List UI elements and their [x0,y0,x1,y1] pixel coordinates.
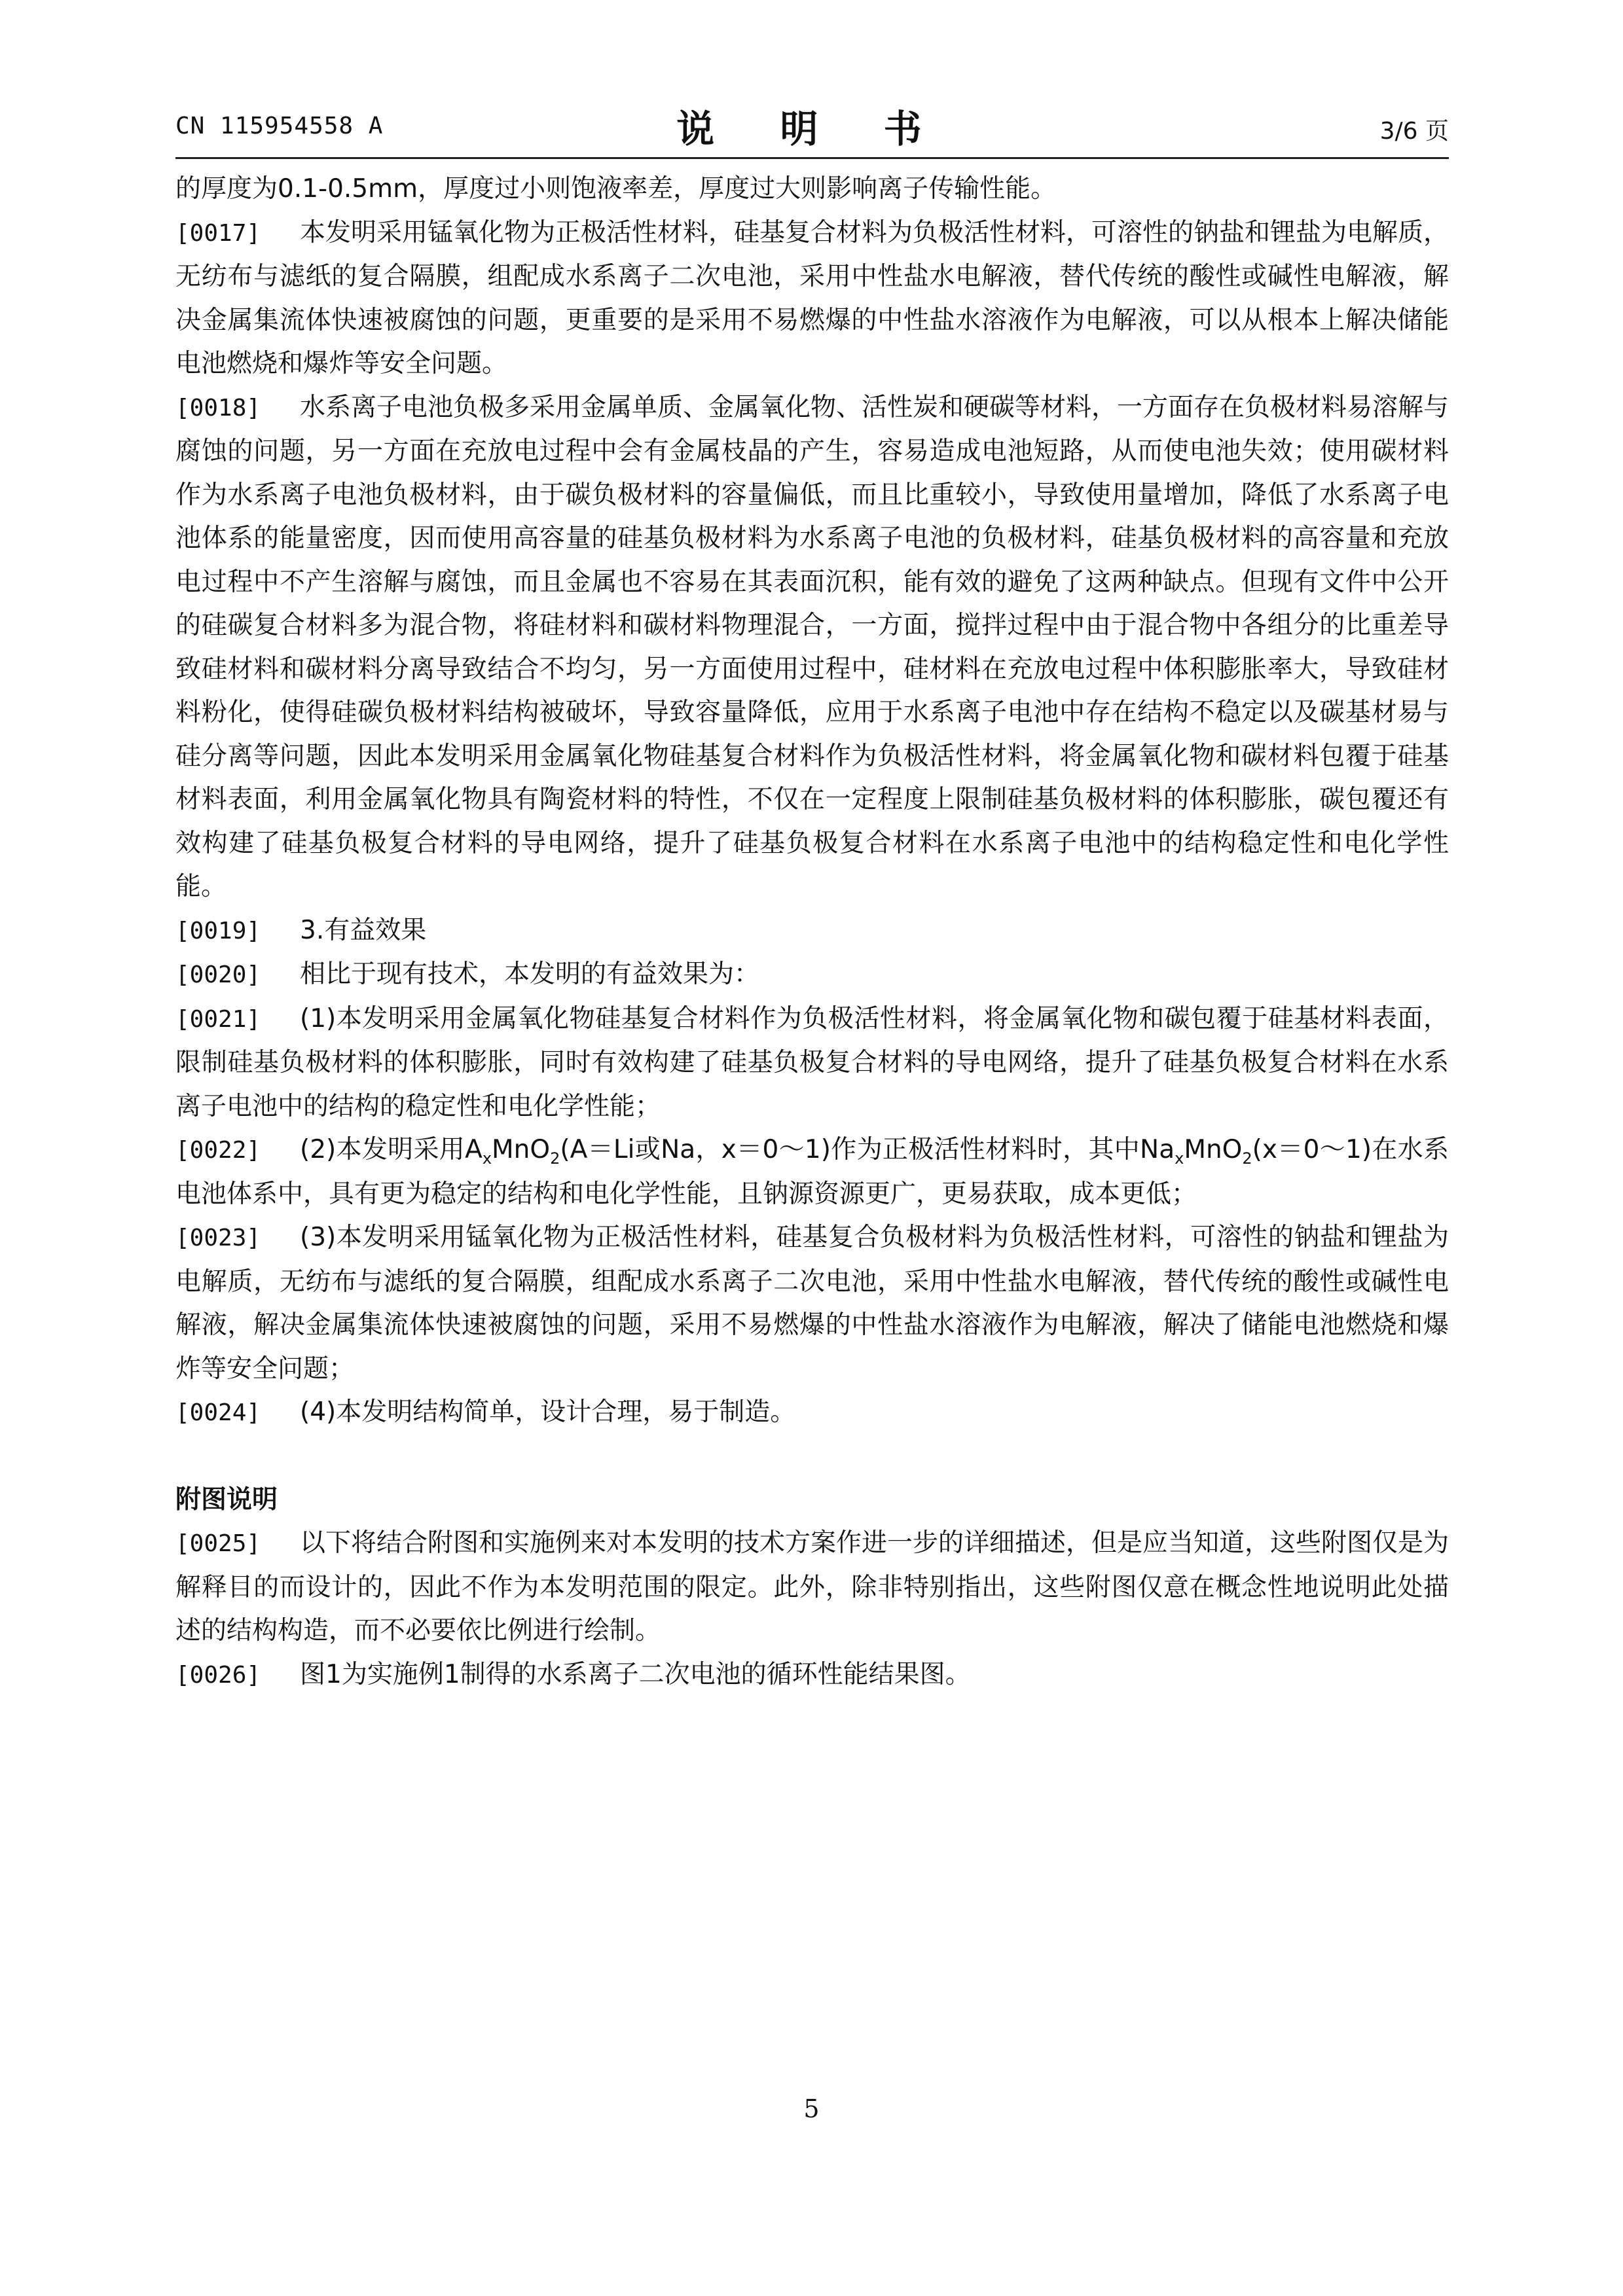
paragraph-continued [175,168,1449,211]
paragraph-0020 [175,953,1449,997]
section-heading: 附图说明 [175,1484,278,1515]
paragraph-number: [0020] [175,961,261,988]
paragraph-0017 [175,211,1449,386]
paragraph-text: (2)本发明采用A [300,1135,483,1164]
paragraph-number: [0017] [175,219,261,247]
page-label: 3/6 页 [1379,118,1449,145]
paragraph-text: 本发明采用锰氧化物为正极活性材料，硅基复合材料为负极活性材料，可溶性的钠盐和锂盐为电解质，无纺布与滤纸的复合隔膜，组配成水系离子二次电池，采用中性盐水电解液，替代传统的酸性或碱性电解液，解决金属集流体快速被腐蚀的问题，更重要的是采用不易燃爆的中性盐水溶液作为电解液，可以从根本上解决储能电池燃烧和爆炸等安全问题。 [175,217,1450,378]
paragraph-number: [0023] [175,1225,261,1251]
page-number: 5 [803,2094,820,2123]
page-header [175,98,1449,157]
subscript: 2 [1242,1149,1252,1168]
paragraph-0018 [175,386,1449,909]
subscript: 2 [550,1149,560,1168]
paragraph-text: MnO [1184,1135,1243,1164]
subscript: x [482,1149,492,1168]
paragraph-text: 相比于现有技术，本发明的有益效果为： [300,960,760,989]
paragraph-text: (A＝Li或Na，x＝0～1)作为正极活性材料时，其中Na [560,1135,1175,1164]
paragraph-0019 [175,909,1449,954]
paragraph-number: [0018] [175,394,261,422]
paragraph-text: 水系离子电池负极多采用金属单质、金属氧化物、活性炭和硬碳等材料，一方面存在负极材料易溶解与腐蚀的问题，另一方面在充放电过程中会有金属枝晶的产生，容易造成电池短路，从而使电池失效；使用碳材料作为水系离子电池负极材料，由于碳负极材料的容量偏低，而且比重较小，导致使用量增加，降低了水系离子电池体系的能量密度，因而使用高容量的硅基负极材料为水系离子电池的负极材料，硅基负极材料的高容量和充放电过程中不产生溶解与腐蚀，而且金属也不容易在其表面沉积，能有效的避免了这两种缺点。但现有文件中公开的硅碳复合材料多为混合物，将硅材料和碳材料物理混合，一方面，搅拌过程中由于混合物中各组分的比重差导致硅材料和碳材料分离导致结合不均匀，另一方面使用过程中，硅材料在充放电过程中体积膨胀率大，导致硅材料粉化，使得硅碳负极材料结构被破坏，导致容量降低，应用于水系离子电池中存在结构不稳定以及碳基材易与硅分离等问题，因此本发明采用金属氧化物硅基复合材料作为负极活性材料，将金属氧化物和碳材料包覆于硅基材料表面，利用金属氧化物具有陶瓷材料的特性，不仅在一定程度上限制硅基负极材料的体积膨胀，碳包覆还有效构建了硅基负极复合材料的导电网络，提升了硅基负极复合材料在水系离子电池中的结构稳定性和电化学性能。 [175,392,1450,901]
paragraph-number: [0021] [175,1005,261,1033]
paragraph-text: 3.有益效果 [300,915,427,945]
paragraph-text: 的厚度为0.1-0.5mm，厚度过小则饱液率差，厚度过大则影响离子传输性能。 [175,174,1057,204]
page-title: 说 明 书 [676,107,948,151]
paragraph-0024 [175,1391,1449,1435]
paragraph-number: [0022] [175,1137,261,1164]
paragraph-0022 [175,1128,1449,1216]
paragraph-text: MnO [492,1135,551,1164]
subscript: x [1175,1149,1184,1168]
paragraph-number: [0025] [175,1530,261,1557]
document-body [175,168,1449,1697]
paragraph-0023 [175,1216,1449,1391]
paragraph-number: [0024] [175,1399,261,1426]
paragraph-number: [0026] [175,1661,261,1689]
paragraph-0026 [175,1653,1449,1698]
paragraph-text: (x＝0～1)在水系电池体系中，具有更为稳定的结构和电化学性能，且钠源资源更广，更易获取，成本更低； [175,1135,1449,1209]
paragraph-0025 [175,1522,1449,1653]
paragraph-text: (1)本发明采用金属氧化物硅基复合材料作为负极活性材料，将金属氧化物和碳包覆于硅基材料表面，限制硅基负极材料的体积膨胀，同时有效构建了硅基负极复合材料的导电网络，提升了硅基负极复合材料在水系离子电池中的结构的稳定性和电化学性能； [175,1003,1449,1121]
paragraph-text: (3)本发明采用锰氧化物为正极活性材料，硅基复合负极材料为负极活性材料，可溶性的钠盐和锂盐为电解质，无纺布与滤纸的复合隔膜，组配成水系离子二次电池，采用中性盐水电解液，替代传统的酸性或碱性电解液，解决金属集流体快速被腐蚀的问题，采用不易燃爆的中性盐水溶液作为电解液，解决了储能电池燃烧和爆炸等安全问题； [175,1223,1449,1384]
paragraph-0021 [175,997,1449,1129]
doc-number: CN 115954558 A [175,113,384,139]
paragraph-text: 图1为实施例1制得的水系离子二次电池的循环性能结果图。 [300,1659,971,1689]
header-divider [175,157,1449,159]
paragraph-text: (4)本发明结构简单，设计合理，易于制造。 [300,1397,796,1427]
paragraph-number: [0019] [175,917,261,944]
paragraph-text: 以下将结合附图和实施例来对本发明的技术方案作进一步的详细描述，但是应当知道，这些附图仅是为解释目的而设计的，因此不作为本发明范围的限定。此外，除非特别指出，这些附图仅意在概念性地说明此处描述的结构构造，而不必要依比例进行绘制。 [175,1528,1450,1645]
